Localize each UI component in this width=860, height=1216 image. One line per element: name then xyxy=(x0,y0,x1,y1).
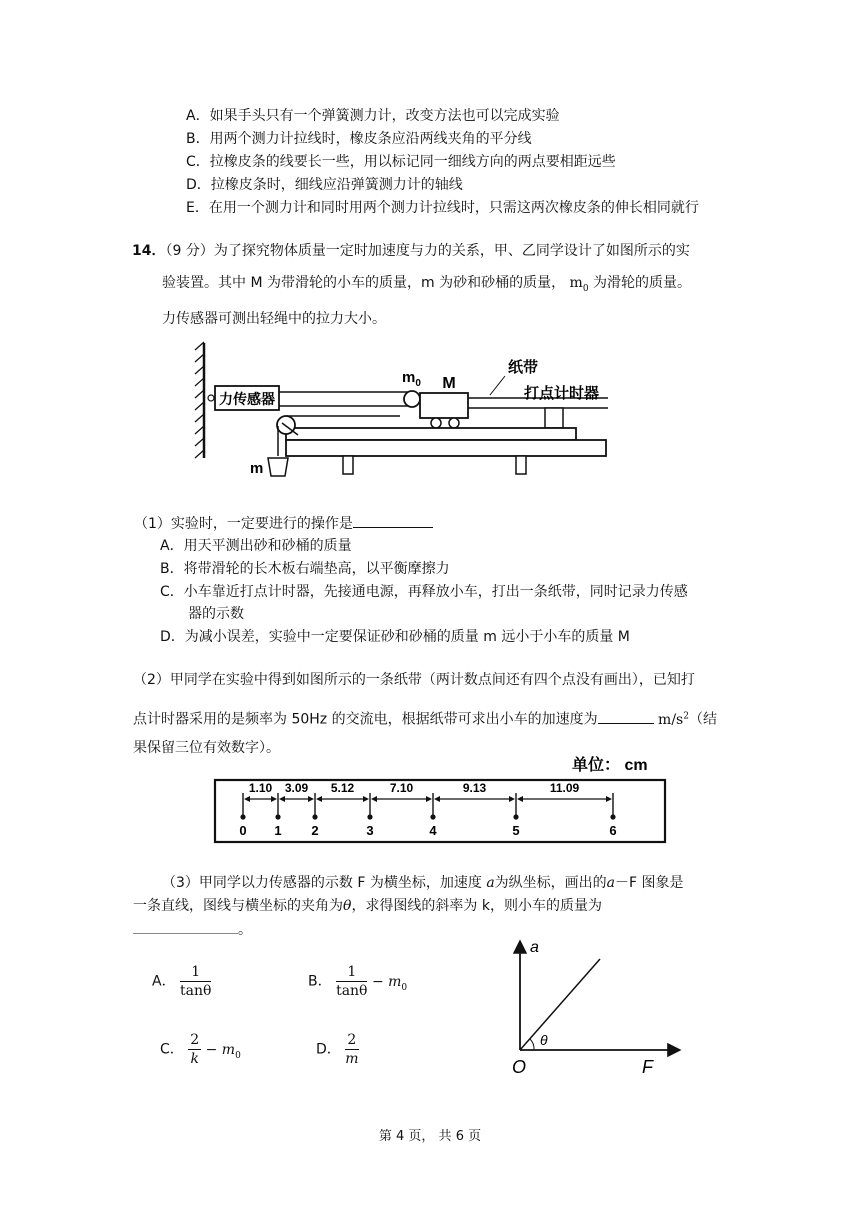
option-b-tail xyxy=(371,973,408,993)
q14-intro-line2 xyxy=(162,273,691,299)
tape-point-label: 1 xyxy=(274,823,282,838)
option-d-fraction xyxy=(345,1031,358,1068)
option-d-denominator: m xyxy=(345,1051,359,1067)
timer-label: 打点计时器 xyxy=(524,385,600,402)
q13-option-b: B．用两个测力计拉线时，橡皮条应沿两线夹角的平分线 xyxy=(186,131,532,147)
part2-line2-text: 点计时器采用的是频率为 50Hz 的交流电，根据纸带可求出小车的加速度为 xyxy=(133,711,598,728)
option-a-numerator: 1 xyxy=(180,963,211,982)
apparatus-figure xyxy=(190,338,610,478)
tape-dot xyxy=(610,814,615,819)
option-d-label: D． xyxy=(316,1041,341,1058)
tape-point-label: 3 xyxy=(366,823,374,838)
part1-answer-blank[interactable] xyxy=(353,513,433,528)
option-b-denominator: tanθ xyxy=(336,983,368,999)
m0-symbol xyxy=(569,275,589,294)
part2-line3: 果保留三位有效数字）。 xyxy=(133,740,280,756)
option-c-denominator: k xyxy=(190,1051,199,1067)
theta-symbol: θ xyxy=(343,898,352,914)
part1-option-c-cont: 器的示数 xyxy=(188,606,244,622)
part3-option-d xyxy=(316,1031,359,1068)
part1-option-b: B．将带滑轮的长木板右端垫高，以平衡摩擦力 xyxy=(160,561,450,577)
option-c-label: C． xyxy=(160,1041,184,1058)
x-axis-label: F xyxy=(642,1057,653,1075)
part3-line1-tail: －F 图象是 xyxy=(615,875,684,891)
part1-option-a: A．用天平测出砂和砂桶的质量 xyxy=(160,538,352,554)
tape-segment-label: 7.10 xyxy=(389,781,414,795)
part3-line2-text: 一条直线，图线与横坐标的夹角为 xyxy=(133,898,343,914)
q14-intro-text2: 验装置。其中 M 为带滑轮的小车的质量，m 为砂和砂桶的质量， xyxy=(162,275,566,291)
q13-option-a: A．如果手头只有一个弹簧测力计，改变方法也可以完成实验 xyxy=(186,108,560,124)
q14-intro-line1 xyxy=(132,241,690,261)
q14-intro-line3: 力传感器可测出轻绳中的拉力大小。 xyxy=(162,311,386,327)
m0-label-sub: 0 xyxy=(415,378,421,389)
m0-label xyxy=(402,369,421,389)
graph-line xyxy=(520,959,600,1050)
accel-unit-sup: 2 xyxy=(683,711,689,721)
origin-label: O xyxy=(512,1057,527,1075)
part3-answer-blank[interactable] xyxy=(133,921,238,934)
m0-label-letter: m xyxy=(402,369,416,386)
option-a-fraction xyxy=(180,963,211,1000)
accel-unit-text: m/s xyxy=(658,711,684,728)
option-b-tail-sub: 0 xyxy=(401,982,408,993)
part3-option-a xyxy=(152,963,211,1000)
sensor-label: 力传感器 xyxy=(219,391,275,407)
q13-option-c: C．拉橡皮条的线要长一些，用以标记同一细线方向的两点要相距远些 xyxy=(186,154,616,170)
cart-mass-label: M xyxy=(442,375,456,392)
part1-option-c: C．小车靠近打点计时器，先接通电源，再释放小车，打出一条纸带，同时记录力传感 xyxy=(160,584,688,600)
tape-segment-label: 11.09 xyxy=(549,781,580,795)
tape-dot xyxy=(430,814,435,819)
part3-line1-mid: 为纵坐标，画出的 xyxy=(494,875,607,891)
q14-intro-text2b: 为滑轮的质量。 xyxy=(593,275,691,291)
part2-answer-blank[interactable] xyxy=(598,709,654,724)
tape-point-label: 2 xyxy=(311,823,319,838)
option-b-fraction xyxy=(336,963,367,1000)
part1-prompt xyxy=(134,513,433,534)
y-axis-label: a xyxy=(530,939,539,956)
tape-segment-label: 3.09 xyxy=(284,781,309,795)
q14-score: （9 分） xyxy=(165,243,214,259)
part1-option-d: D．为减小误差，实验中一定要保证砂和砂桶的质量 m 远小于小车的质量 M xyxy=(160,629,630,645)
part3-period: 。 xyxy=(238,922,252,938)
page-footer: 第 4 页， 共 6 页 xyxy=(378,1129,482,1144)
part3-line2-tail: ，求得图线的斜率为 k，则小车的质量为 xyxy=(351,898,602,914)
q13-option-d: D．拉橡皮条时，细线应沿弹簧测力计的轴线 xyxy=(186,177,463,193)
m0-letter: m xyxy=(569,275,583,291)
tape-dot xyxy=(275,814,280,819)
tape-unit-label: 单位： cm xyxy=(572,757,648,774)
tape-dot xyxy=(513,814,518,819)
part2-line2-tail: （结 xyxy=(688,711,717,728)
tape-point-label: 5 xyxy=(512,823,520,838)
paper-tape-figure xyxy=(210,752,670,852)
part3-line2 xyxy=(133,896,602,916)
q13-option-e: E．在用一个测力计和同时用两个测力计拉线时，只需这两次橡皮条的伸长相同就行 xyxy=(186,200,699,216)
tape-dot xyxy=(312,814,317,819)
part2-line1: （2）甲同学在实验中得到如图所示的一条纸带（两计数点间还有四个点没有画出），已知打 xyxy=(133,672,695,688)
tape-label: 纸带 xyxy=(508,359,539,376)
part3-option-c xyxy=(160,1031,241,1068)
tape-dot xyxy=(367,814,372,819)
tape-segment-label: 1.10 xyxy=(248,781,273,795)
tape-segment-label: 9.13 xyxy=(462,781,487,795)
tape-dot xyxy=(240,814,245,819)
accel-unit xyxy=(658,712,689,728)
option-d-numerator: 2 xyxy=(345,1031,358,1050)
tape-point-label: 6 xyxy=(609,823,617,838)
part1-prompt-text: （1）实验时，一定要进行的操作是 xyxy=(134,516,353,532)
q14-number: 14． xyxy=(132,243,166,259)
accel-symbol: a xyxy=(486,875,495,891)
part3-option-b xyxy=(308,963,407,1000)
option-a-label: A． xyxy=(152,973,176,990)
option-c-tail-text: − m xyxy=(205,1041,236,1058)
tape-point-label: 4 xyxy=(429,823,437,838)
angle-label: θ xyxy=(540,1032,548,1048)
bucket-mass-label: m xyxy=(250,460,264,477)
option-c-fraction xyxy=(188,1031,201,1068)
tape-segment-label: 5.12 xyxy=(330,781,355,795)
part3-line3 xyxy=(133,920,252,940)
part2-line2 xyxy=(133,706,717,730)
option-c-tail-sub: 0 xyxy=(235,1050,241,1061)
option-b-numerator: 1 xyxy=(336,963,367,982)
part3-line1-text: （3）甲同学以力传感器的示数 F 为横坐标，加速度 xyxy=(162,875,482,891)
option-a-denominator: tanθ xyxy=(180,983,212,999)
tape-point-label: 0 xyxy=(239,823,247,838)
accel-symbol-2: a xyxy=(606,875,616,891)
a-f-graph xyxy=(502,935,682,1075)
q14-intro-text1: 为了探究物体质量一定时加速度与力的关系，甲、乙同学设计了如图所示的实 xyxy=(213,243,690,259)
option-c-tail xyxy=(205,1041,241,1061)
m0-subscript: 0 xyxy=(582,283,589,294)
option-c-numerator: 2 xyxy=(190,1032,200,1048)
option-b-label: B． xyxy=(308,973,332,990)
option-b-tail-text: − m xyxy=(371,973,402,990)
part3-line1 xyxy=(162,873,684,893)
